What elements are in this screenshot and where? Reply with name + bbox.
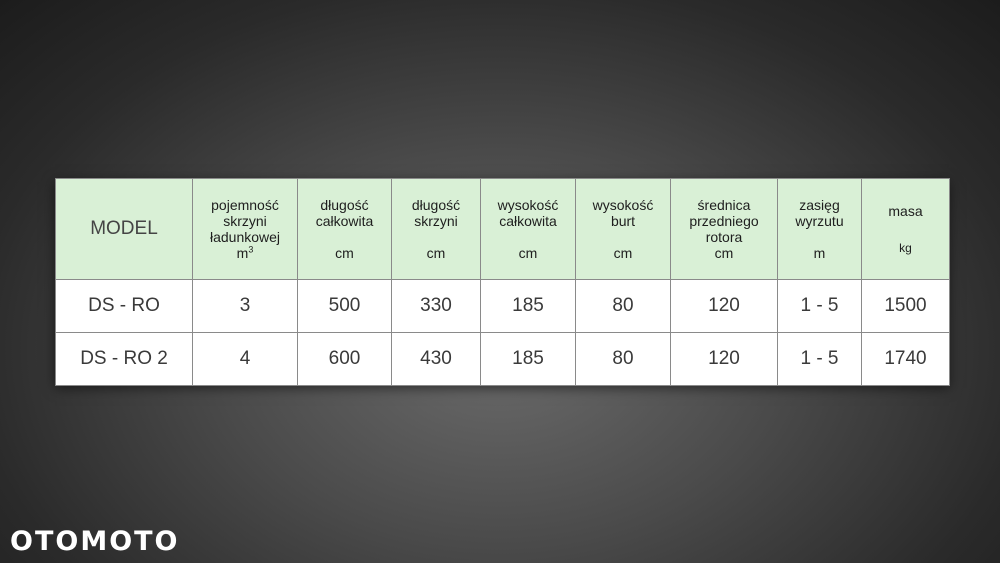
header-rotor-diameter-line-2: przedniego (689, 213, 759, 229)
header-total-height-line-1: wysokość (497, 197, 559, 213)
header-capacity-unit (193, 245, 297, 261)
cell-model: DS - RO 2 (56, 333, 193, 386)
cell-model: DS - RO (56, 280, 193, 333)
header-rotor-diameter-line-3: rotora (705, 229, 743, 245)
cell-capacity: 4 (193, 333, 298, 386)
table-row (56, 280, 950, 333)
header-total-length-line-2: całkowita (315, 213, 374, 229)
header-capacity (193, 179, 298, 280)
header-total-length-line-1: długość (320, 197, 369, 213)
table-header-row (56, 179, 950, 280)
cell-rotor-diameter: 120 (671, 333, 778, 386)
cell-mass: 1740 (862, 333, 950, 386)
header-mass (862, 179, 950, 280)
table-row (56, 333, 950, 386)
otomoto-logo: OTOMOTO (10, 526, 180, 557)
header-box-length-line-1: długość (411, 197, 461, 213)
header-rotor-diameter-line-1: średnica (697, 197, 751, 213)
header-capacity-unit-base: m (236, 245, 249, 261)
header-rotor-diameter-unit: cm (714, 245, 734, 261)
header-rotor-diameter (671, 179, 778, 280)
header-side-height-line-1: wysokość (592, 197, 654, 213)
header-box-length-line-2: skrzyni (414, 213, 458, 229)
header-total-length (298, 179, 392, 280)
header-capacity-unit-sup: 3 (248, 244, 254, 255)
header-throw-range-line-1: zasięg (799, 197, 840, 213)
cell-side-height: 80 (576, 333, 671, 386)
header-box-length-unit: cm (426, 245, 446, 261)
cell-capacity: 3 (193, 280, 298, 333)
cell-box-length: 430 (392, 333, 481, 386)
header-throw-range-unit: m (813, 245, 826, 261)
header-total-length-unit: cm (335, 245, 354, 261)
header-capacity-line-2: skrzyni (223, 213, 267, 229)
spec-table-container (55, 178, 949, 384)
cell-throw-range: 1 - 5 (778, 333, 862, 386)
cell-total-height: 185 (481, 333, 576, 386)
cell-rotor-diameter: 120 (671, 280, 778, 333)
header-total-height (481, 179, 576, 280)
header-total-height-line-2: całkowita (499, 213, 557, 229)
cell-side-height: 80 (576, 280, 671, 333)
cell-total-height: 185 (481, 280, 576, 333)
header-throw-range-line-2: wyrzutu (795, 213, 844, 229)
header-capacity-line-3: ładunkowej (209, 229, 281, 245)
header-mass-unit: kg (899, 241, 912, 255)
header-model (56, 179, 193, 280)
header-mass-line-1: masa (888, 203, 923, 219)
cell-total-length: 600 (298, 333, 392, 386)
cell-total-length: 500 (298, 280, 392, 333)
header-total-height-unit: cm (518, 245, 538, 261)
header-side-height-unit: cm (613, 245, 633, 261)
header-side-height (576, 179, 671, 280)
cell-mass: 1500 (862, 280, 950, 333)
header-box-length (392, 179, 481, 280)
header-side-height-line-2: burt (610, 213, 636, 229)
header-throw-range (778, 179, 862, 280)
cell-throw-range: 1 - 5 (778, 280, 862, 333)
cell-box-length: 330 (392, 280, 481, 333)
header-model-label: MODEL (90, 218, 158, 239)
spec-table (55, 178, 950, 386)
header-capacity-line-1: pojemność (211, 197, 279, 213)
